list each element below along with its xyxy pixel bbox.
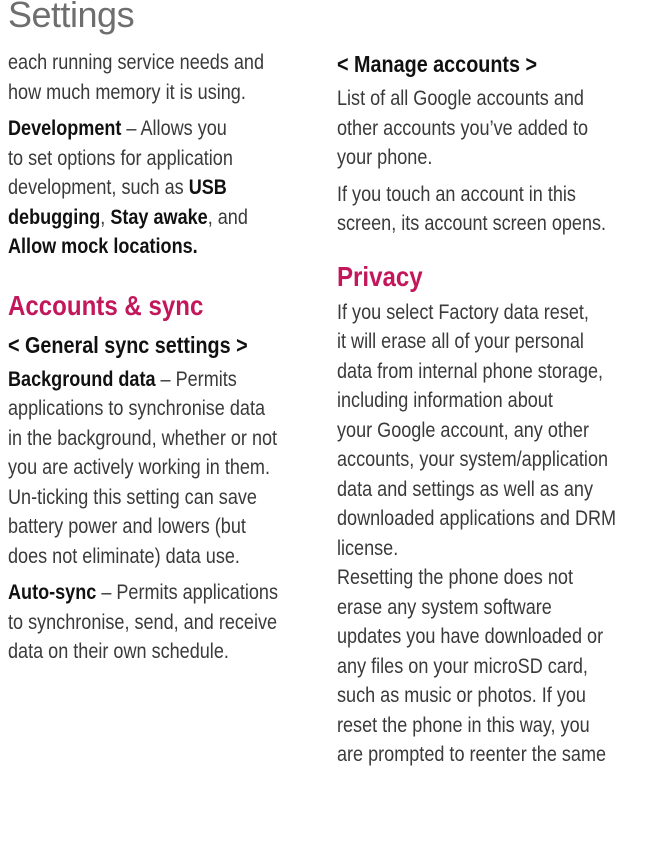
auto-sync-term: Auto-sync bbox=[8, 581, 97, 604]
text-line bbox=[8, 203, 311, 233]
text-line bbox=[8, 365, 311, 395]
stay-awake-term: Stay awake bbox=[110, 205, 208, 229]
privacy-paragraph-1 bbox=[337, 298, 651, 564]
text-line: If you select Factory data reset, bbox=[337, 300, 589, 324]
text-line: does not eliminate) data use. bbox=[8, 544, 240, 568]
development-paragraph bbox=[8, 114, 311, 262]
text-line: your Google account, any other bbox=[337, 418, 589, 442]
text-line: Resetting the phone does not bbox=[337, 566, 573, 589]
manage-accounts-paragraph-1 bbox=[337, 84, 651, 173]
text-line: data and settings as well as any bbox=[337, 477, 594, 501]
text-line: your phone. bbox=[337, 146, 433, 169]
auto-sync-paragraph bbox=[8, 578, 311, 667]
text-line: to synchronise, send, and receive bbox=[8, 610, 278, 634]
manage-accounts-heading: < Manage accounts > bbox=[337, 51, 538, 77]
text-fragment: , bbox=[100, 205, 111, 229]
text-fragment: – Permits bbox=[155, 367, 237, 391]
text-line: Un-ticking this setting can save bbox=[8, 485, 257, 509]
development-term: Development bbox=[8, 117, 122, 140]
text-line bbox=[8, 578, 311, 608]
usb-term: USB bbox=[188, 176, 227, 199]
text-line: data from internal phone storage, bbox=[337, 359, 604, 383]
text-line: other accounts you’ve added to bbox=[337, 116, 589, 140]
general-sync-settings-heading: < General sync settings > bbox=[8, 331, 248, 358]
right-column bbox=[337, 48, 651, 777]
text-line: battery power and lowers (but bbox=[8, 515, 246, 538]
text-line bbox=[8, 114, 311, 144]
text-line: List of all Google accounts and bbox=[337, 87, 584, 110]
text-line: it will erase all of your personal bbox=[337, 330, 584, 353]
text-line: reset the phone in this way, you bbox=[337, 713, 590, 737]
text-line: such as music or photos. If you bbox=[337, 684, 586, 707]
text-line: downloaded applications and DRM bbox=[337, 507, 617, 530]
development-desc: – Allows you bbox=[121, 117, 227, 140]
text-line: applications to synchronise data bbox=[8, 397, 266, 420]
text-line bbox=[8, 173, 311, 203]
text-line: to set options for application bbox=[8, 146, 233, 170]
text-line: screen, its account screen opens. bbox=[337, 212, 607, 235]
intro-paragraph bbox=[8, 48, 311, 107]
text-line: If you touch an account in this bbox=[337, 182, 576, 206]
allow-mock-term: Allow mock locations. bbox=[8, 235, 198, 258]
left-column bbox=[8, 48, 311, 674]
text-line: you are actively working in them. bbox=[8, 456, 270, 479]
page-title: Settings bbox=[8, 0, 135, 35]
text-line: data on their own schedule. bbox=[8, 640, 229, 663]
text-line: erase any system software bbox=[337, 595, 552, 619]
text-line: in the background, whether or not bbox=[8, 426, 278, 450]
debugging-term: debugging bbox=[8, 205, 101, 229]
background-data-term: Background data bbox=[8, 367, 156, 391]
text-line: including information about bbox=[337, 389, 553, 412]
text-fragment: – Permits applications bbox=[96, 581, 278, 604]
text-line: accounts, your system/application bbox=[337, 448, 609, 471]
background-data-paragraph bbox=[8, 365, 311, 572]
text-fragment: , and bbox=[207, 205, 248, 229]
text-line: are prompted to reenter the same bbox=[337, 743, 607, 766]
privacy-heading: Privacy bbox=[337, 260, 423, 292]
text-fragment: development, such as bbox=[8, 176, 189, 199]
text-line: each running service needs and bbox=[8, 51, 265, 74]
text-line: updates you have downloaded or bbox=[337, 625, 604, 648]
text-line: license. bbox=[337, 536, 399, 560]
manage-accounts-paragraph-2 bbox=[337, 180, 651, 239]
accounts-sync-heading: Accounts & sync bbox=[8, 289, 204, 321]
privacy-paragraph-2 bbox=[337, 563, 651, 770]
text-line: how much memory it is using. bbox=[8, 80, 246, 104]
text-line: any files on your microSD card, bbox=[337, 654, 588, 678]
